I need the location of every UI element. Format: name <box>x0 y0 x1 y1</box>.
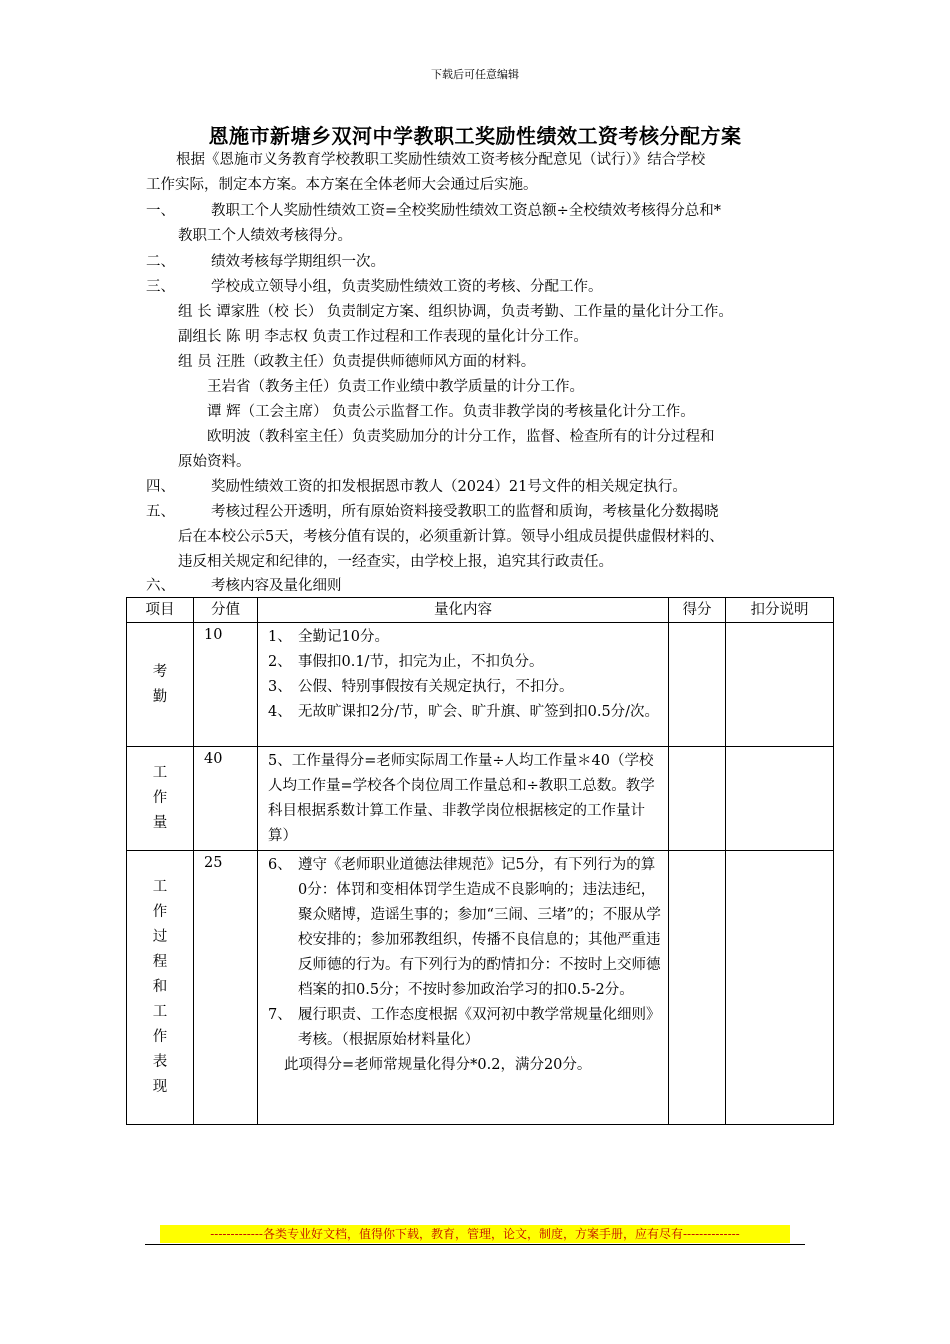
list-item <box>268 650 664 675</box>
member-line-3: 谭 辉（工会主席） 负责公示监督工作。负责非教学岗的考核量化计分工作。 <box>207 404 695 420</box>
item-text: 遵守《老师职业道德法律规范》记5分，有下列行为的算0分：体罚和变相体罚学生造成不良影响的；违法违纪，聚众赌博，造谣生事的；参加“三闹、三堵”的；不服从学校安排的；参加邪教组织，传播不良信息的；其他严重违反师德的行为。有下列行为的酌情扣分：不按时上交师德档案的扣0.5分；不按时参加政治学习的扣0.5-2分。 <box>298 857 661 998</box>
category-char: 勤 <box>152 688 168 705</box>
table-row-workload <box>127 747 834 851</box>
table-row-attendance <box>127 623 834 747</box>
score-note: 此项得分=老师常规量化得分*0.2，满分20分。 <box>284 1057 592 1073</box>
content-workload: 5、工作量得分=老师实际周工作量÷人均工作量＊40（学校人均工作量=学校各个岗位周工作量总和÷教职工总数。教学科目根据系数计算工作量、非教学岗位根据核定的工作量计算） <box>258 747 669 851</box>
item-number: 2、 <box>268 654 292 670</box>
header-deduction-note: 扣分说明 <box>726 598 834 623</box>
category-char: 作 <box>152 904 168 920</box>
section-5-line-1: 考核过程公开透明，所有原始资料接受教职工的监督和质询，考核量化分数揭晓 <box>211 504 719 520</box>
section-4-line-1: 奖励性绩效工资的扣发根据恩市教人（2024）21号文件的相关规定执行。 <box>211 479 687 495</box>
category-char: 工 <box>152 765 168 781</box>
header-points: 得分 <box>669 598 726 623</box>
deduction-cell <box>726 623 834 747</box>
intro-line-2: 工作实际，制定本方案。本方案在全体老师大会通过后实施。 <box>146 177 538 193</box>
points-cell <box>669 623 726 747</box>
category-char: 和 <box>152 979 168 995</box>
section-4-number: 四、 <box>146 479 175 495</box>
item-text: 全勤记10分。 <box>298 629 389 645</box>
member-line-4: 欧明波（教科室主任）负责奖励加分的计分工作，监督、检查所有的计分过程和 <box>207 429 715 445</box>
category-char: 表 <box>152 1054 168 1070</box>
header-content: 量化内容 <box>258 598 669 623</box>
header-note: 下载后可任意编辑 <box>431 68 519 81</box>
item-text: 无故旷课扣2分/节，旷会、旷升旗、旷签到扣0.5分/次。 <box>298 704 660 720</box>
category-char: 工 <box>152 879 168 895</box>
points-cell <box>669 851 726 1125</box>
category-char: 量 <box>152 815 168 831</box>
section-5-line-3: 违反相关规定和纪律的，一经查实，由学校上报，追究其行政责任。 <box>178 554 613 570</box>
deputy-leader-line: 副组长 陈 明 李志权 负责工作过程和工作表现的量化计分工作。 <box>178 329 588 345</box>
section-1-number: 一、 <box>146 203 175 219</box>
section-5-number: 五、 <box>146 504 175 520</box>
footer-divider <box>145 1244 805 1245</box>
deduction-cell <box>726 747 834 851</box>
item-number: 3、 <box>268 679 292 695</box>
score-attendance: 10 <box>194 623 258 747</box>
list-item <box>268 675 664 700</box>
section-6-number: 六、 <box>146 578 175 594</box>
footer-banner: -------------各类专业好文档，值得你下载，教育，管理，论文，制度，方案手册，应有尽有-------------- <box>160 1225 790 1243</box>
list-item <box>268 625 664 650</box>
item-number: 1、 <box>268 629 292 645</box>
list-item <box>268 700 664 725</box>
section-2-number: 二、 <box>146 254 175 270</box>
member-line-1: 组 员 汪胜（政教主任）负责提供师德师风方面的材料。 <box>178 354 536 370</box>
score-work-process: 25 <box>194 851 258 1125</box>
section-1-line-1: 教职工个人奖励性绩效工资=全校奖励性绩效工资总额÷全校绩效考核得分总和* <box>211 203 722 219</box>
content-attendance <box>258 623 669 747</box>
category-workload <box>127 747 194 851</box>
category-char: 作 <box>152 790 168 806</box>
item-number: 4、 <box>268 704 292 720</box>
category-char: 作 <box>152 1029 168 1045</box>
score-workload: 40 <box>194 747 258 851</box>
deduction-cell <box>726 851 834 1125</box>
header-score: 分值 <box>194 598 258 623</box>
table-header-row <box>127 598 834 623</box>
intro-line-1: 根据《恩施市义务教育学校教职工奖励性绩效工资考核分配意见（试行）》结合学校 <box>176 152 706 168</box>
assessment-table <box>126 597 834 1125</box>
list-item <box>268 1003 664 1053</box>
category-work-process <box>127 851 194 1125</box>
leader-line: 组 长 谭家胜（校 长） 负责制定方案、组织协调，负责考勤、工作量的量化计分工作。 <box>178 304 733 320</box>
table-row-work-process <box>127 851 834 1125</box>
category-char: 现 <box>152 1079 168 1095</box>
item-number: 6、 <box>268 857 292 873</box>
section-6-line-1: 考核内容及量化细则 <box>211 578 342 594</box>
section-3-line-1: 学校成立领导小组，负责奖励性绩效工资的考核、分配工作。 <box>211 279 603 295</box>
content-work-process <box>258 851 669 1125</box>
item-number: 7、 <box>268 1007 292 1023</box>
section-3-number: 三、 <box>146 279 175 295</box>
member-line-4-cont: 原始资料。 <box>178 454 251 470</box>
section-2-line-1: 绩效考核每学期组织一次。 <box>211 254 385 270</box>
page-title: 恩施市新塘乡双河中学教职工奖励性绩效工资考核分配方案 <box>208 124 742 148</box>
category-char: 程 <box>152 954 168 970</box>
item-text: 事假扣0.1/节，扣完为止，不扣负分。 <box>298 654 544 670</box>
category-char: 工 <box>152 1004 168 1020</box>
category-char: 考 <box>152 663 168 680</box>
list-item <box>268 853 664 1003</box>
section-5-line-2: 后在本校公示5天，考核分值有误的，必须重新计算。领导小组成员提供虚假材料的、 <box>178 529 724 545</box>
header-item: 项目 <box>127 598 194 623</box>
points-cell <box>669 747 726 851</box>
item-text: 履行职责、工作态度根据《双河初中教学常规量化细则》考核。（根据原始材料量化） <box>298 1007 661 1048</box>
category-attendance <box>127 623 194 747</box>
item-text: 公假、特别事假按有关规定执行，不扣分。 <box>298 679 574 695</box>
category-char: 过 <box>152 929 168 945</box>
member-line-2: 王岩省（教务主任）负责工作业绩中教学质量的计分工作。 <box>207 379 584 395</box>
section-1-line-2: 教职工个人绩效考核得分。 <box>178 228 352 244</box>
